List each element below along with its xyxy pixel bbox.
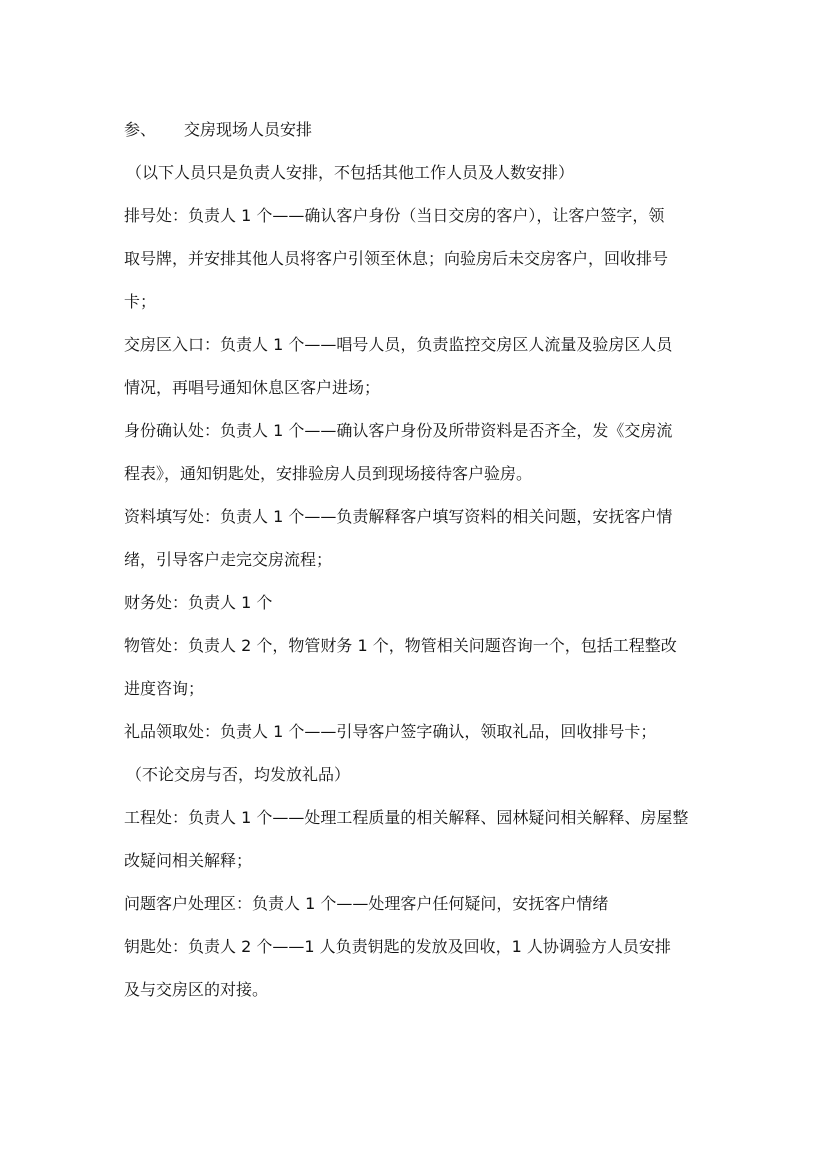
paragraph-line: 绪，引导客户走完交房流程； (124, 550, 333, 569)
paragraph-line: 问题客户处理区：负责人 1 个——处理客户任何疑问，安抚客户情绪 (124, 894, 609, 913)
paragraph-line: 取号牌，并安排其他人员将客户引领至休息；向验房后未交房客户，回收排号 (124, 249, 669, 268)
note-line: （不论交房与否，均发放礼品） (126, 765, 351, 784)
paragraph-line: 情况，再唱号通知休息区客户进场； (124, 378, 381, 397)
document-page (124, 108, 708, 1011)
paragraph-line: 物管处：负责人 2 个，物管财务 1 个，物管相关问题咨询一个，包括工程整改 (124, 636, 677, 655)
section-heading (124, 108, 708, 151)
paragraph-line: 及与交房区的对接。 (124, 980, 269, 999)
paragraph-line: 改疑问相关解释； (124, 851, 253, 870)
paragraph-line: 身份确认处：负责人 1 个——确认客户身份及所带资料是否齐全，发《交房流 (124, 421, 673, 440)
paragraph-line: 排号处：负责人 1 个——确认客户身份（当日交房的客户），让客户签字，领 (124, 206, 665, 225)
paragraph-line: 资料填写处：负责人 1 个——负责解释客户填写资料的相关问题，安抚客户情 (124, 507, 673, 526)
paragraph-line: 卡； (124, 292, 157, 311)
paragraph-line: 财务处：负责人 1 个 (124, 593, 273, 612)
paragraph-line: 程表》，通知钥匙处，安排验房人员到现场接待客户验房。 (124, 464, 533, 483)
section-number: 参、 (124, 120, 157, 139)
paragraph-line: 礼品领取处：负责人 1 个——引导客户签字确认，领取礼品，回收排号卡； (124, 722, 657, 741)
paragraph-line: 交房区入口：负责人 1 个——唱号人员，负责监控交房区人流量及验房区人员 (124, 335, 673, 354)
note-line: （以下人员只是负责人安排，不包括其他工作人员及人数安排） (126, 163, 575, 182)
paragraph-line: 工程处：负责人 1 个——处理工程质量的相关解释、园林疑问相关解释、房屋整 (124, 808, 689, 827)
paragraph-line: 进度咨询； (124, 679, 205, 698)
section-title: 交房现场人员安排 (184, 120, 313, 139)
paragraph-line: 钥匙处：负责人 2 个——1 人负责钥匙的发放及回收，1 人协调验方人员安排 (124, 937, 671, 956)
